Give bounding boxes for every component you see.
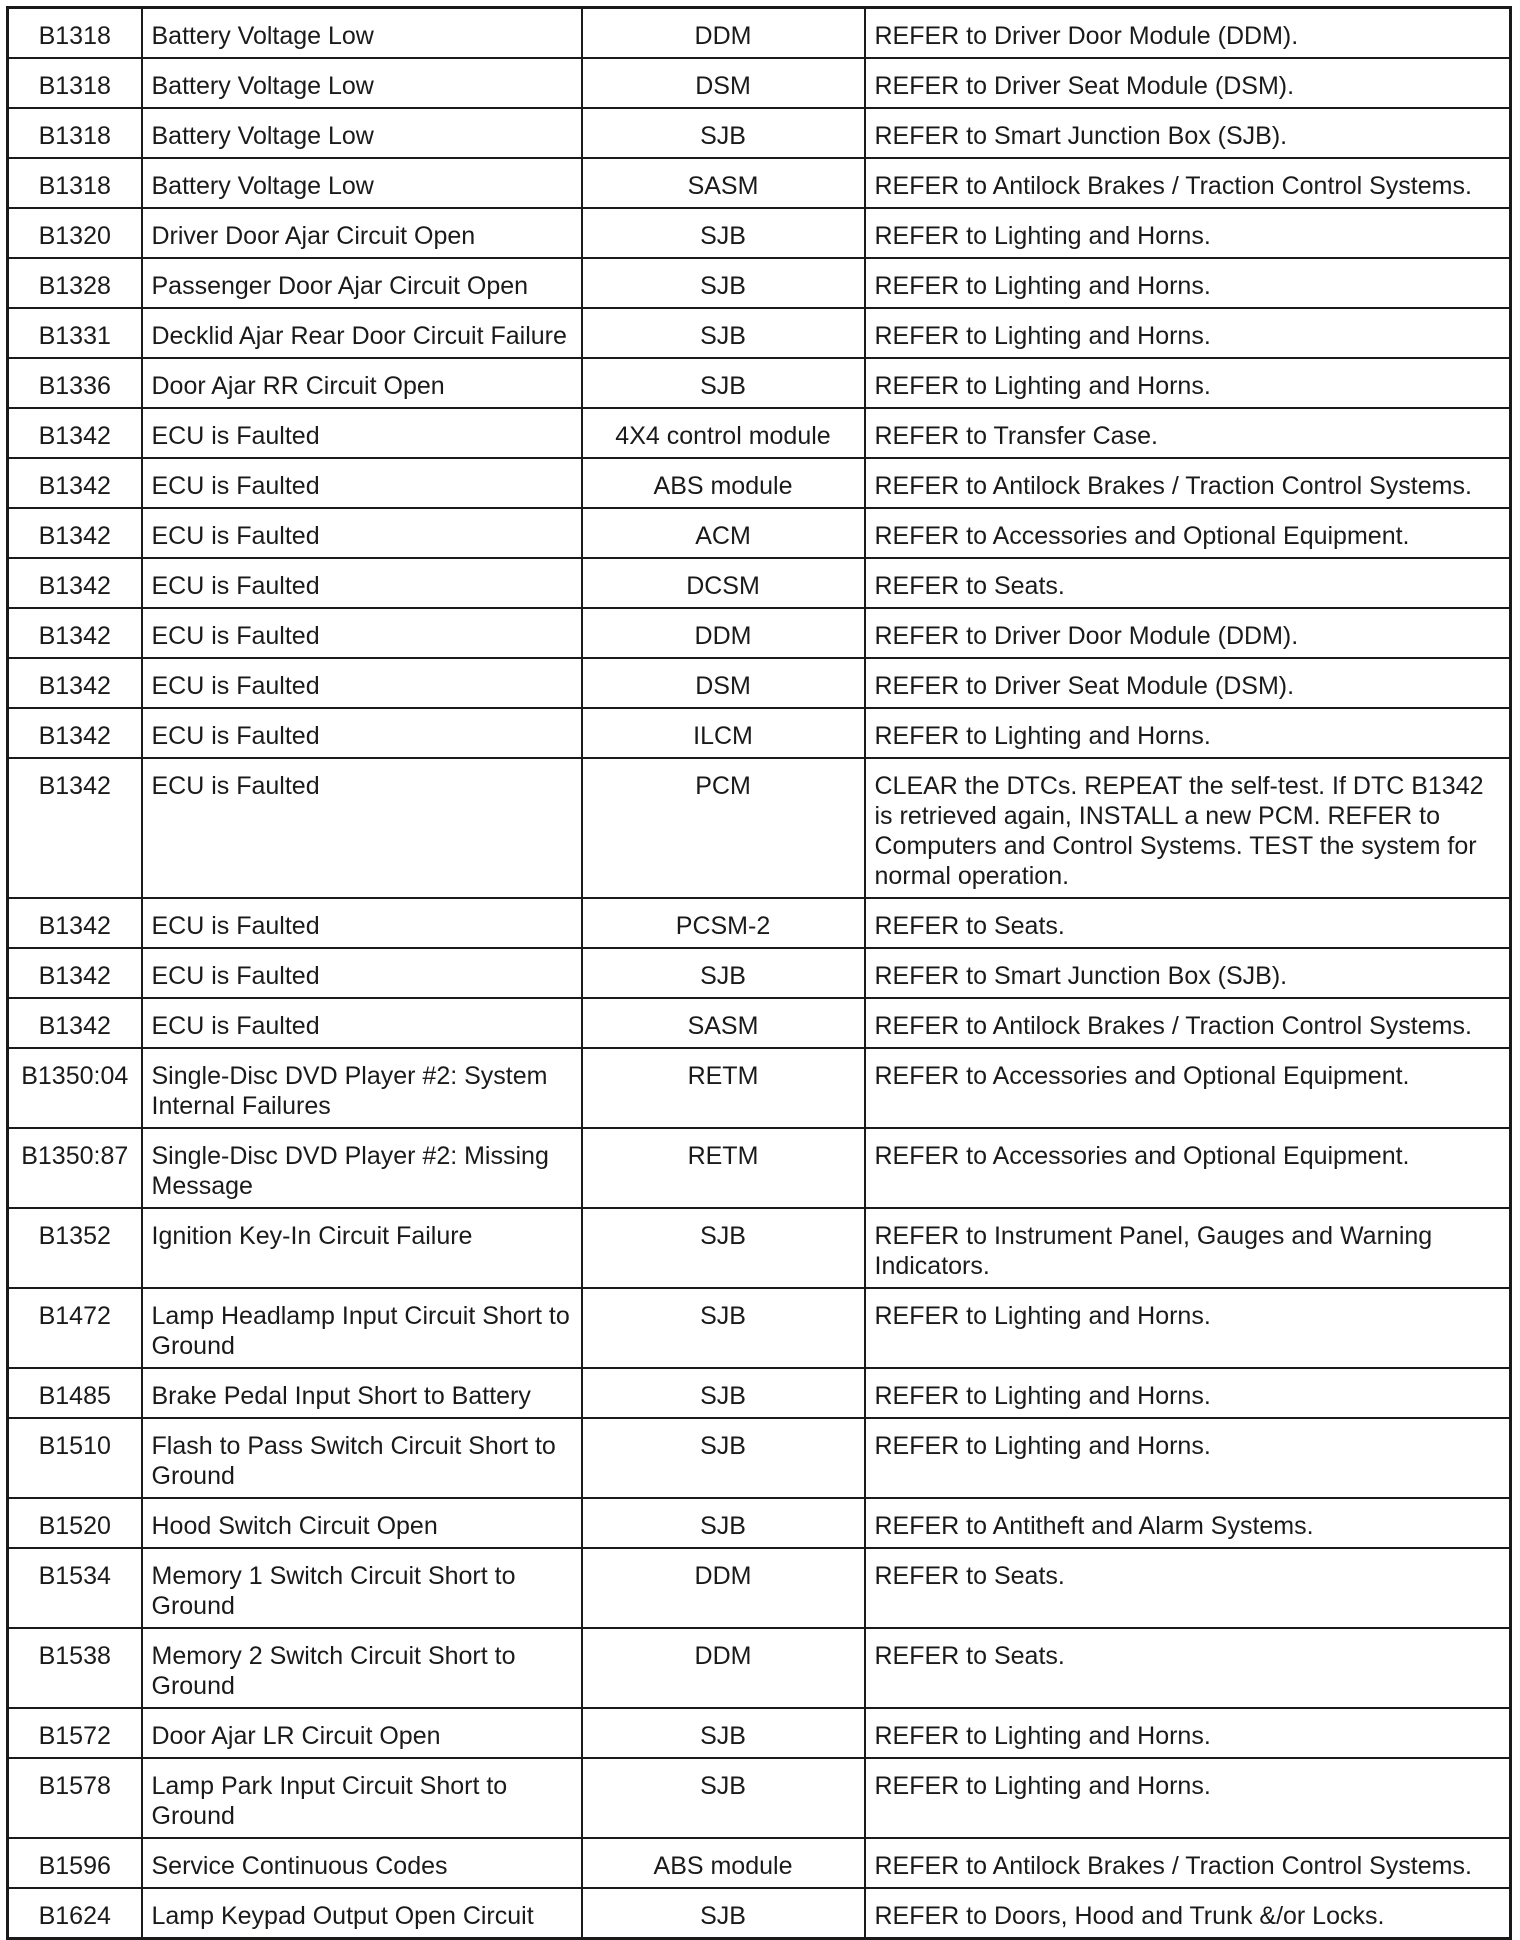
dtc-action-cell: REFER to Antilock Brakes / Traction Control Systems. xyxy=(865,1838,1511,1888)
dtc-code-cell: B1328 xyxy=(8,258,142,308)
table-row xyxy=(8,158,1511,208)
dtc-description-cell: Driver Door Ajar Circuit Open xyxy=(142,208,582,258)
dtc-description-cell: Passenger Door Ajar Circuit Open xyxy=(142,258,582,308)
dtc-module-cell: SJB xyxy=(582,308,865,358)
table-row xyxy=(8,458,1511,508)
dtc-description-cell: Battery Voltage Low xyxy=(142,8,582,59)
dtc-code-cell: B1534 xyxy=(8,1548,142,1628)
dtc-module-cell: RETM xyxy=(582,1048,865,1128)
dtc-code-cell: B1318 xyxy=(8,8,142,59)
table-row xyxy=(8,508,1511,558)
dtc-module-cell: DSM xyxy=(582,658,865,708)
table-row xyxy=(8,948,1511,998)
dtc-description-cell: ECU is Faulted xyxy=(142,458,582,508)
dtc-description-cell: Hood Switch Circuit Open xyxy=(142,1498,582,1548)
dtc-code-cell: B1318 xyxy=(8,58,142,108)
dtc-code-cell: B1342 xyxy=(8,998,142,1048)
dtc-code-cell: B1342 xyxy=(8,608,142,658)
dtc-code-cell: B1350:04 xyxy=(8,1048,142,1128)
dtc-module-cell: 4X4 control module xyxy=(582,408,865,458)
dtc-action-cell: REFER to Driver Door Module (DDM). xyxy=(865,608,1511,658)
dtc-action-cell: REFER to Accessories and Optional Equipment. xyxy=(865,1048,1511,1128)
dtc-code-cell: B1318 xyxy=(8,108,142,158)
table-row xyxy=(8,608,1511,658)
dtc-action-cell: REFER to Lighting and Horns. xyxy=(865,1418,1511,1498)
dtc-module-cell: SJB xyxy=(582,108,865,158)
dtc-action-cell: REFER to Accessories and Optional Equipment. xyxy=(865,1128,1511,1208)
dtc-description-cell: ECU is Faulted xyxy=(142,708,582,758)
dtc-module-cell: PCSM-2 xyxy=(582,898,865,948)
dtc-code-cell: B1596 xyxy=(8,1838,142,1888)
table-row xyxy=(8,1288,1511,1368)
dtc-description-cell: Memory 2 Switch Circuit Short to Ground xyxy=(142,1628,582,1708)
table-row xyxy=(8,758,1511,898)
dtc-action-cell: REFER to Antitheft and Alarm Systems. xyxy=(865,1498,1511,1548)
table-row xyxy=(8,58,1511,108)
dtc-description-cell: Brake Pedal Input Short to Battery xyxy=(142,1368,582,1418)
table-row xyxy=(8,208,1511,258)
dtc-description-cell: ECU is Faulted xyxy=(142,658,582,708)
dtc-description-cell: ECU is Faulted xyxy=(142,408,582,458)
dtc-module-cell: DDM xyxy=(582,8,865,59)
dtc-module-cell: ILCM xyxy=(582,708,865,758)
dtc-action-cell: REFER to Smart Junction Box (SJB). xyxy=(865,108,1511,158)
dtc-description-cell: ECU is Faulted xyxy=(142,998,582,1048)
dtc-module-cell: DSM xyxy=(582,58,865,108)
dtc-module-cell: SASM xyxy=(582,158,865,208)
dtc-action-cell: REFER to Lighting and Horns. xyxy=(865,1708,1511,1758)
dtc-description-cell: Lamp Keypad Output Open Circuit xyxy=(142,1888,582,1939)
dtc-module-cell: SJB xyxy=(582,1758,865,1838)
dtc-code-cell: B1538 xyxy=(8,1628,142,1708)
table-row xyxy=(8,408,1511,458)
dtc-description-cell: Lamp Headlamp Input Circuit Short to Ground xyxy=(142,1288,582,1368)
dtc-module-cell: SASM xyxy=(582,998,865,1048)
dtc-action-cell: REFER to Lighting and Horns. xyxy=(865,308,1511,358)
dtc-code-cell: B1336 xyxy=(8,358,142,408)
dtc-module-cell: ABS module xyxy=(582,1838,865,1888)
dtc-action-cell: REFER to Driver Door Module (DDM). xyxy=(865,8,1511,59)
dtc-action-cell: REFER to Accessories and Optional Equipment. xyxy=(865,508,1511,558)
dtc-code-cell: B1342 xyxy=(8,898,142,948)
dtc-code-cell: B1342 xyxy=(8,408,142,458)
table-row xyxy=(8,108,1511,158)
dtc-code-cell: B1350:87 xyxy=(8,1128,142,1208)
dtc-module-cell: DDM xyxy=(582,1628,865,1708)
dtc-action-cell: REFER to Antilock Brakes / Traction Control Systems. xyxy=(865,158,1511,208)
table-row xyxy=(8,658,1511,708)
dtc-code-cell: B1331 xyxy=(8,308,142,358)
dtc-module-cell: ACM xyxy=(582,508,865,558)
table-row xyxy=(8,1368,1511,1418)
dtc-description-cell: ECU is Faulted xyxy=(142,508,582,558)
dtc-description-cell: Battery Voltage Low xyxy=(142,158,582,208)
dtc-description-cell: Battery Voltage Low xyxy=(142,58,582,108)
table-row xyxy=(8,1888,1511,1939)
dtc-code-cell: B1510 xyxy=(8,1418,142,1498)
dtc-module-cell: SJB xyxy=(582,1708,865,1758)
table-row xyxy=(8,558,1511,608)
table-row xyxy=(8,998,1511,1048)
table-row xyxy=(8,1838,1511,1888)
dtc-action-cell: REFER to Transfer Case. xyxy=(865,408,1511,458)
dtc-module-cell: SJB xyxy=(582,208,865,258)
dtc-action-cell: REFER to Seats. xyxy=(865,898,1511,948)
dtc-action-cell: REFER to Driver Seat Module (DSM). xyxy=(865,58,1511,108)
dtc-action-cell: REFER to Lighting and Horns. xyxy=(865,1758,1511,1838)
dtc-description-cell: ECU is Faulted xyxy=(142,608,582,658)
table-row xyxy=(8,1708,1511,1758)
table-row xyxy=(8,1208,1511,1288)
dtc-description-cell: ECU is Faulted xyxy=(142,948,582,998)
dtc-module-cell: SJB xyxy=(582,1418,865,1498)
table-row xyxy=(8,1758,1511,1838)
table-row xyxy=(8,1048,1511,1128)
table-row xyxy=(8,708,1511,758)
dtc-code-cell: B1624 xyxy=(8,1888,142,1939)
dtc-description-cell: ECU is Faulted xyxy=(142,558,582,608)
dtc-module-cell: RETM xyxy=(582,1128,865,1208)
dtc-action-cell: REFER to Lighting and Horns. xyxy=(865,358,1511,408)
table-row xyxy=(8,1628,1511,1708)
dtc-module-cell: SJB xyxy=(582,948,865,998)
dtc-module-cell: SJB xyxy=(582,1208,865,1288)
dtc-action-cell: CLEAR the DTCs. REPEAT the self-test. If DTC B1342 is retrieved again, INSTALL a new PCM. REFER to Computers and Control Systems. TEST the system for normal operation. xyxy=(865,758,1511,898)
dtc-action-cell: REFER to Smart Junction Box (SJB). xyxy=(865,948,1511,998)
dtc-description-cell: Door Ajar RR Circuit Open xyxy=(142,358,582,408)
dtc-action-cell: REFER to Seats. xyxy=(865,558,1511,608)
dtc-module-cell: DDM xyxy=(582,608,865,658)
dtc-module-cell: ABS module xyxy=(582,458,865,508)
dtc-code-cell: B1318 xyxy=(8,158,142,208)
dtc-description-cell: ECU is Faulted xyxy=(142,898,582,948)
dtc-code-cell: B1342 xyxy=(8,658,142,708)
dtc-description-cell: Single-Disc DVD Player #2: System Internal Failures xyxy=(142,1048,582,1128)
dtc-code-cell: B1342 xyxy=(8,508,142,558)
dtc-description-cell: Decklid Ajar Rear Door Circuit Failure xyxy=(142,308,582,358)
dtc-description-cell: Lamp Park Input Circuit Short to Ground xyxy=(142,1758,582,1838)
dtc-description-cell: Memory 1 Switch Circuit Short to Ground xyxy=(142,1548,582,1628)
dtc-description-cell: ECU is Faulted xyxy=(142,758,582,898)
dtc-module-cell: DDM xyxy=(582,1548,865,1628)
dtc-action-cell: REFER to Driver Seat Module (DSM). xyxy=(865,658,1511,708)
dtc-code-cell: B1320 xyxy=(8,208,142,258)
dtc-action-cell: REFER to Lighting and Horns. xyxy=(865,1368,1511,1418)
dtc-module-cell: SJB xyxy=(582,358,865,408)
table-row xyxy=(8,358,1511,408)
table-row xyxy=(8,308,1511,358)
dtc-description-cell: Battery Voltage Low xyxy=(142,108,582,158)
dtc-module-cell: SJB xyxy=(582,1288,865,1368)
dtc-module-cell: SJB xyxy=(582,1498,865,1548)
dtc-module-cell: SJB xyxy=(582,1888,865,1939)
dtc-action-cell: REFER to Instrument Panel, Gauges and Warning Indicators. xyxy=(865,1208,1511,1288)
dtc-table-body xyxy=(8,8,1511,1939)
dtc-code-cell: B1352 xyxy=(8,1208,142,1288)
table-row xyxy=(8,1128,1511,1208)
dtc-action-cell: REFER to Doors, Hood and Trunk &/or Locks. xyxy=(865,1888,1511,1939)
dtc-action-cell: REFER to Lighting and Horns. xyxy=(865,1288,1511,1368)
dtc-action-cell: REFER to Antilock Brakes / Traction Control Systems. xyxy=(865,998,1511,1048)
dtc-action-cell: REFER to Seats. xyxy=(865,1548,1511,1628)
dtc-code-cell: B1342 xyxy=(8,708,142,758)
dtc-description-cell: Flash to Pass Switch Circuit Short to Ground xyxy=(142,1418,582,1498)
dtc-code-cell: B1578 xyxy=(8,1758,142,1838)
dtc-table xyxy=(6,6,1512,1940)
dtc-module-cell: DCSM xyxy=(582,558,865,608)
dtc-action-cell: REFER to Lighting and Horns. xyxy=(865,708,1511,758)
table-row xyxy=(8,1548,1511,1628)
dtc-code-cell: B1485 xyxy=(8,1368,142,1418)
dtc-description-cell: Single-Disc DVD Player #2: Missing Message xyxy=(142,1128,582,1208)
dtc-module-cell: SJB xyxy=(582,1368,865,1418)
dtc-code-cell: B1572 xyxy=(8,1708,142,1758)
table-row xyxy=(8,258,1511,308)
dtc-module-cell: PCM xyxy=(582,758,865,898)
dtc-code-cell: B1342 xyxy=(8,558,142,608)
dtc-action-cell: REFER to Lighting and Horns. xyxy=(865,258,1511,308)
dtc-action-cell: REFER to Antilock Brakes / Traction Control Systems. xyxy=(865,458,1511,508)
dtc-code-cell: B1342 xyxy=(8,458,142,508)
dtc-description-cell: Ignition Key-In Circuit Failure xyxy=(142,1208,582,1288)
dtc-code-cell: B1472 xyxy=(8,1288,142,1368)
dtc-code-cell: B1342 xyxy=(8,948,142,998)
dtc-code-cell: B1520 xyxy=(8,1498,142,1548)
table-row xyxy=(8,898,1511,948)
dtc-action-cell: REFER to Lighting and Horns. xyxy=(865,208,1511,258)
table-row xyxy=(8,1418,1511,1498)
dtc-description-cell: Service Continuous Codes xyxy=(142,1838,582,1888)
table-row xyxy=(8,1498,1511,1548)
dtc-description-cell: Door Ajar LR Circuit Open xyxy=(142,1708,582,1758)
dtc-action-cell: REFER to Seats. xyxy=(865,1628,1511,1708)
dtc-code-cell: B1342 xyxy=(8,758,142,898)
table-row xyxy=(8,8,1511,59)
dtc-module-cell: SJB xyxy=(582,258,865,308)
